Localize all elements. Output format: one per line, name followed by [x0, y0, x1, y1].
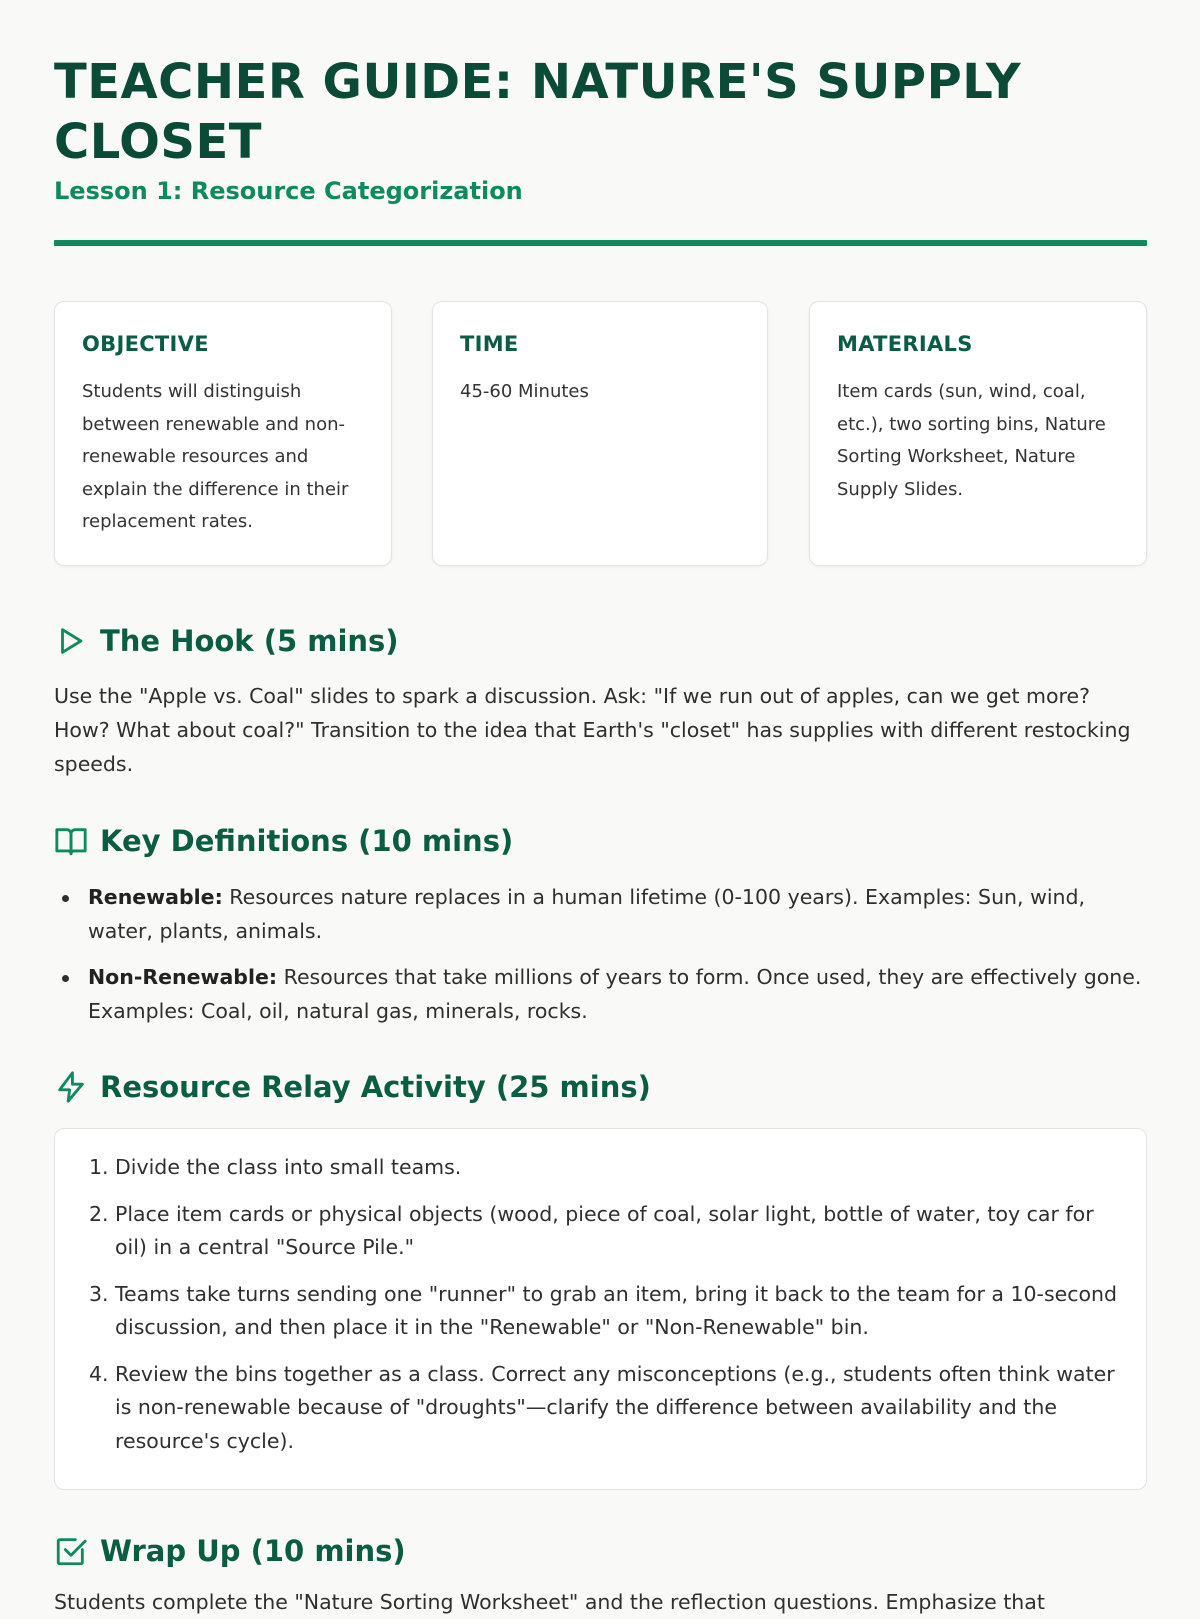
- hook-text: Use the "Apple vs. Coal" slides to spark a discussion. Ask: "If we run out of apples, can we get more? How? What about coal?" Transition to the idea that Earth's "closet" has supplies with different restocking speeds.: [54, 684, 1131, 776]
- wrapup-text: Students complete the "Nature Sorting Worksheet" and the reflection questions. Emphasize that: [54, 1590, 1045, 1614]
- objective-card: [54, 301, 392, 566]
- definitions-heading: [54, 824, 513, 858]
- materials-text: Item cards (sun, wind, coal, etc.), two sorting bins, Nature Sorting Worksheet, Nature Supply Slides.: [837, 381, 1106, 500]
- time-card: [432, 301, 768, 566]
- page-title: TEACHER GUIDE: NATURE'S SUPPLY CLOSET: [54, 54, 1022, 170]
- hook-heading: [54, 624, 399, 658]
- play-icon: [54, 624, 88, 658]
- materials-heading: MATERIALS: [837, 332, 973, 356]
- lesson-subtitle: Lesson 1: Resource Categorization: [54, 177, 523, 205]
- step-number: 4.: [89, 1361, 109, 1386]
- activity-heading: [54, 1070, 651, 1104]
- list-item: [54, 880, 1154, 948]
- step-text: Place item cards or physical objects (wood, piece of coal, solar light, bottle of water, toy car for oil) in a central "Source Pile.": [115, 1201, 1094, 1259]
- definitions-list: [54, 880, 1154, 1040]
- objective-text: Students will distinguish between renewable and non-renewable resources and explain the difference in their replacement rates.: [82, 381, 349, 532]
- lightning-icon: [54, 1070, 88, 1104]
- hook-heading-text: The Hook (5 mins): [100, 624, 399, 658]
- activity-heading-text: Resource Relay Activity (25 mins): [100, 1070, 651, 1104]
- time-heading: TIME: [460, 332, 519, 356]
- materials-card: [809, 301, 1147, 566]
- step-text: Divide the class into small teams.: [115, 1155, 462, 1179]
- definition-text: Resources that take millions of years to form. Once used, they are effectively gone. Examples: Coal, oil, natural gas, minerals, rocks.: [88, 965, 1142, 1023]
- step-number: 3.: [89, 1281, 109, 1306]
- step-text: Review the bins together as a class. Correct any misconceptions (e.g., students often think water is non-renewable because of "droughts"—clarify the difference between availability and the resource's cycle).: [115, 1361, 1115, 1453]
- step-number: 2.: [89, 1201, 109, 1226]
- step-text: Teams take turns sending one "runner" to grab an item, bring it back to the team for a 10-second discussion, and then place it in the "Renewable" or "Non-Renewable" bin.: [115, 1281, 1118, 1339]
- definition-text: Resources nature replaces in a human lifetime (0-100 years). Examples: Sun, wind, water, plants, animals.: [88, 885, 1086, 943]
- book-icon: [54, 824, 88, 858]
- list-item: [89, 1278, 1118, 1345]
- definition-term: Non-Renewable:: [88, 965, 278, 989]
- header-divider: [54, 240, 1147, 246]
- definition-term: Renewable:: [88, 885, 223, 909]
- list-item: [89, 1358, 1118, 1459]
- list-item: [89, 1151, 1118, 1185]
- step-number: 1.: [89, 1155, 109, 1179]
- objective-heading: OBJECTIVE: [82, 332, 209, 356]
- wrapup-heading: [54, 1534, 406, 1568]
- time-text: 45-60 Minutes: [460, 381, 589, 402]
- activity-card: [54, 1128, 1147, 1490]
- list-item: [54, 960, 1154, 1028]
- definitions-heading-text: Key Definitions (10 mins): [100, 824, 514, 858]
- activity-steps: [89, 1151, 1118, 1458]
- checkbox-icon: [54, 1534, 88, 1568]
- wrapup-heading-text: Wrap Up (10 mins): [100, 1534, 406, 1568]
- list-item: [89, 1198, 1118, 1265]
